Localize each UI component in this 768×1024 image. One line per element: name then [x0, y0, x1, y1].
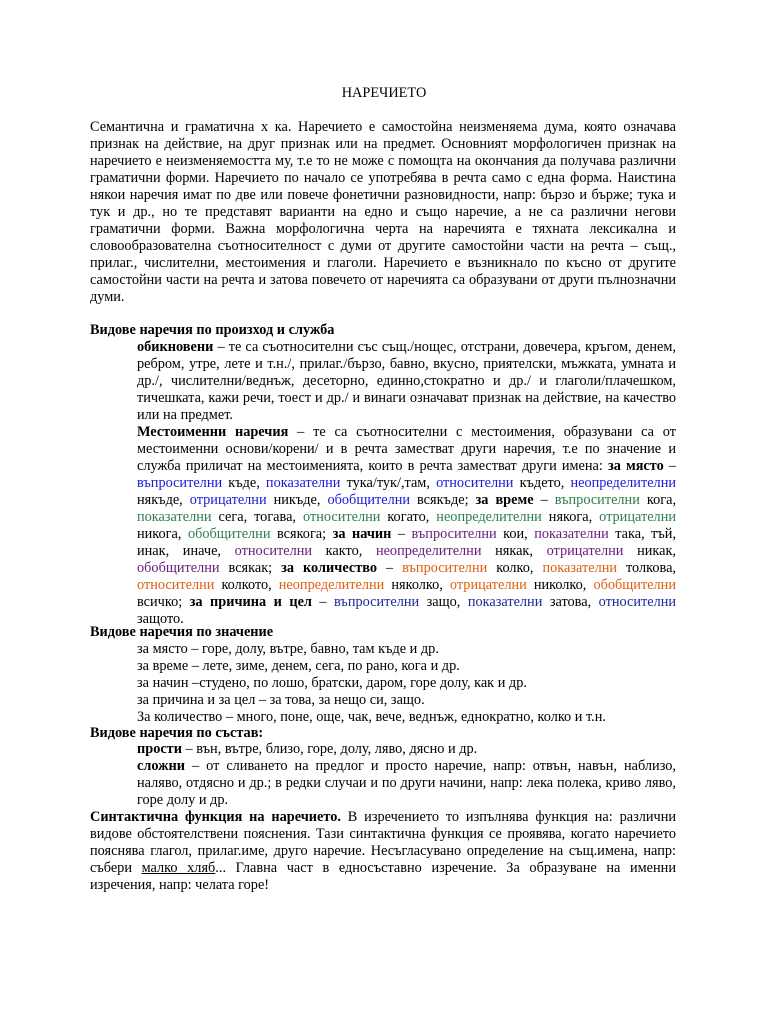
place-relative: относителни: [436, 475, 514, 491]
qty-interrogative: въпросителни: [402, 560, 488, 576]
meaning-line: за място – горе, долу, вътре, бавно, там къде и др.: [137, 641, 439, 657]
manner-indefinite: неопределителни: [375, 543, 482, 559]
compound-text: – от сливането на предлог и просто наречие, напр: отвън, навън, наблизо, наляво, отдясно и др.; в редки случаи и по други начини, напр: лека полека, криво ляво, горе долу и др.: [137, 758, 676, 808]
qty-negative: отрицателни: [449, 577, 527, 593]
label-za-cause: за: [189, 594, 203, 610]
manner-relative: относителни: [234, 543, 313, 559]
place-generalizing: обобщителни: [327, 492, 411, 508]
place-demonstrative: показателни: [265, 475, 341, 491]
simple-adverbs-paragraph: [137, 741, 676, 758]
underlined-example: малко хляб: [141, 860, 216, 876]
manner-interrogative: въпросителни: [411, 526, 497, 542]
label-place: за място: [607, 458, 664, 474]
place-interrogative: въпросителни: [137, 475, 223, 491]
page-title: НАРЕЧИЕТО: [341, 85, 427, 101]
qty-relative: относителни: [137, 577, 215, 593]
meaning-line: за начин –студено, по лошо, братски, даром, горе долу, как и др.: [137, 675, 527, 691]
term-simple: прости: [137, 741, 182, 757]
heading-meaning: Видове наречия по значение: [90, 624, 274, 640]
ordinary-text: – те са съотносителни със същ./нощес, отстрани, довечера, кръгом, денем, ребром, утре, лете и т.н./, прилаг./бързо, бавно, вкусно, приятелски, мъжката, умната и др./, числителни/веднъж, десеторно, единно,стократно и др./ и глаголи/плачешком, тичешката, кажи речи, тоест и др./ и винаги означават признак на действие, на качество или на предмет.: [137, 339, 676, 423]
time-relative: относителни: [302, 509, 381, 525]
manner-demonstrative: показателни: [534, 526, 609, 542]
intro-paragraph: Семантична и граматична х ка. Наречието е самостойна неизменяема дума, която означава признак на действие, на друг признак или на предмет. Основният морфологичен признак на наречието е неизменяемостта му, т.е то не може с помощта на окончания да получава различни граматични форми. Наречието по начало се употребява в речта само с една форма. Наистина някои наречия имат по две или повече фонетични разновидности, напр: бързо и бърже; тука и тук и др., но те представят варианти на едно и също наречие, а не са различни негови граматични форми. Важна морфологична черта на наречията е тяхната лексикална и словообразователна съотносителност с думи от другите самостойни части на речта – същ., прилаг., числителни, местоимения и глаголи. Наречието е възникнало по късно от другите самостойни части на речта и затова повечето от наречията са образувани от други пълнозначни думи.: [90, 119, 676, 305]
label-cause: причина и цел: [210, 594, 312, 610]
label-manner: за начин: [332, 526, 392, 542]
label-quantity: количество: [303, 560, 377, 576]
manner-generalizing: обобщителни: [137, 560, 220, 576]
time-negative: отрицателни: [599, 509, 676, 525]
time-demonstrative: показателни: [137, 509, 212, 525]
cause-interrogative: въпросителни: [334, 594, 420, 610]
place-negative: отрицателни: [189, 492, 267, 508]
cause-demonstrative: показателни: [467, 594, 543, 610]
meaning-line: За количество – много, поне, още, чак, вече, веднъж, еднократно, колко и т.н.: [137, 709, 606, 725]
simple-text: – вън, вътре, близо, горе, долу, ляво, дясно и др.: [181, 741, 478, 757]
term-syntax: Синтактична функция на наречието.: [90, 809, 341, 825]
pronominal-adverbs-paragraph: Местоименни наречия – те са съотносителни с местоимения, образувани са от местоименни основи/корени/ и в речта заместват други наречия, т.е по значение и служба приличат на местоименията, които в речта заместват други имена: за място – въпросителни къде, показателни тука/тук/,там, относителни където, неопределителни някъде, отрицателни никъде, обобщителни всякъде; за време – въпросителни кога, показателни сега, тогава, относителни когато, неопределителни някога, отрицателни никога, обобщителни всякога; за начин – въпросителни кои, показателни така, тъй, инак, иначе, относителни както, неопределителни някак, отрицателни никак, обобщителни всякак; за количество – въпросителни колко, показателни толкова, относителни колкото, неопределителни няколко, отрицателни николко, обобщителни всичко; за причина и цел – въпросителни защо, показателни затова, относителни защото.: [137, 424, 677, 627]
qty-indefinite: неопределителни: [278, 577, 385, 593]
syntax-text-2: ... Главна част в едносъставно изречение. За образуване на именни изречения, напр: челата горе!: [90, 860, 676, 893]
pronominal-text: – те са съотносителни с местоимения, образувани са от местоименни основи/корени/ и в речта заместват други наречия, т.е по значение и служба приличат на местоименията, които в речта заместват други имена:: [137, 424, 677, 474]
term-pronominal: Местоименни наречия: [137, 424, 289, 440]
syntax-paragraph: [90, 809, 676, 894]
meaning-line: за време – лете, зиме, денем, сега, по рано, кога и др.: [137, 658, 460, 674]
time-indefinite: неопределителни: [436, 509, 542, 525]
meaning-line: за причина и за цел – за това, за нещо си, защо.: [137, 692, 425, 708]
time-interrogative: въпросителни: [554, 492, 640, 508]
heading-origin: Видове наречия по произход и служба: [90, 322, 335, 338]
term-compound: сложни: [137, 758, 186, 774]
label-za-quantity: за: [281, 560, 295, 576]
ordinary-adverbs-paragraph: [137, 339, 676, 424]
heading-composition: Видове наречия по състав:: [90, 725, 264, 741]
place-indefinite: неопределителни: [570, 475, 676, 491]
manner-negative: отрицателни: [546, 543, 624, 559]
qty-generalizing: обобщителни: [593, 577, 676, 593]
time-generalizing: обобщителни: [187, 526, 271, 542]
cause-relative: относителни: [598, 594, 676, 610]
label-time: за време: [475, 492, 534, 508]
compound-adverbs-paragraph: [137, 758, 676, 809]
term-ordinary: обикновени: [137, 339, 214, 355]
qty-demonstrative: показателни: [542, 560, 618, 576]
syntax-text-1: В изречението то изпълнява функция на: различни видове обстоятелствени пояснения. Тази синтактична функция се проявява, когато наречието пояснява глагол, прилаг.име, друго наречие. Несъгласувано определение на същ.имена, напр: събери: [90, 809, 676, 876]
